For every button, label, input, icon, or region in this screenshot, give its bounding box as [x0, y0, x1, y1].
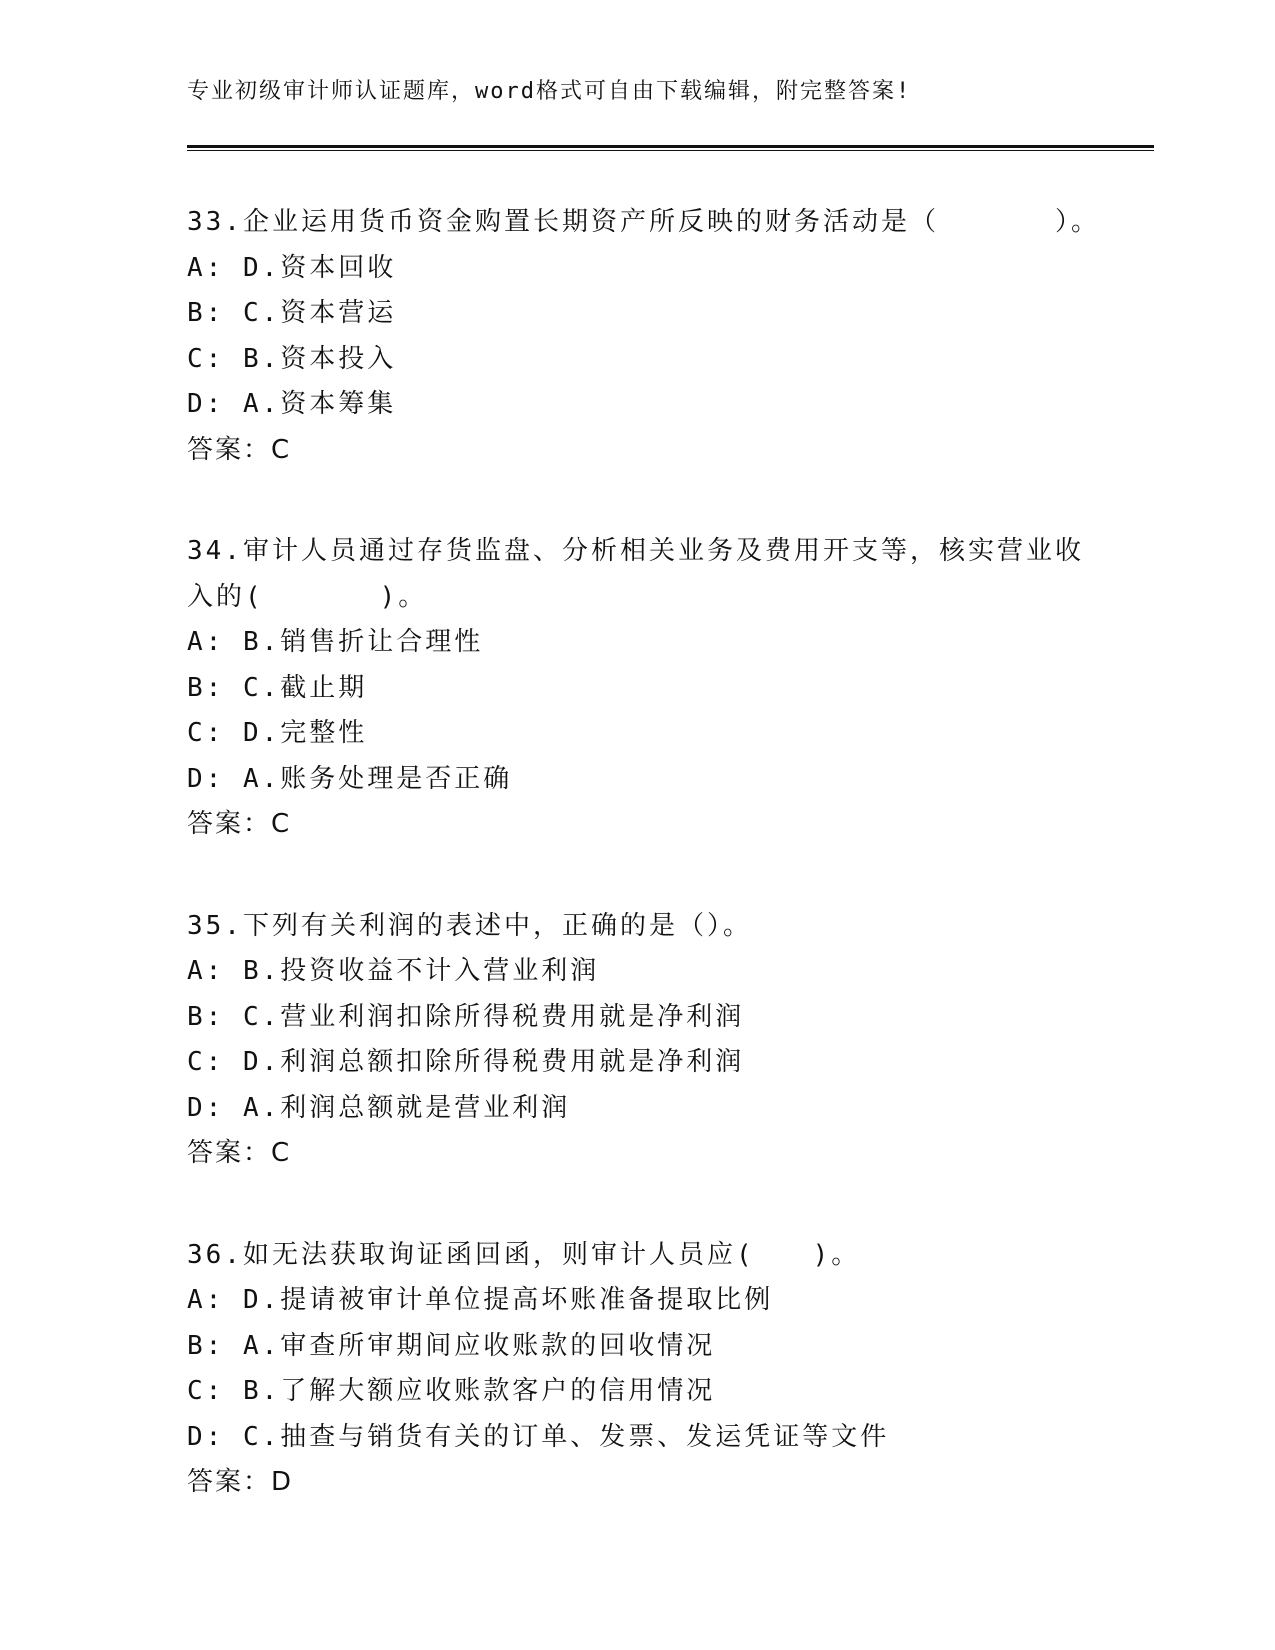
answer: 答案：C	[187, 1138, 292, 1168]
question-stem: 33.企业运用货币资金购置长期资产所反映的财务活动是（ ）。	[187, 207, 1100, 237]
header-divider	[187, 145, 1154, 151]
question-stem: 36.如无法获取询证函回函，则审计人员应( )。	[187, 1239, 861, 1270]
option-b: B: A.审查所审期间应收账款的回收情况	[187, 1330, 716, 1361]
option-a: A: D.提请被审计单位提高坏账准备提取比例	[187, 1285, 774, 1315]
option-b: B: C.截止期	[187, 672, 368, 703]
question-list	[187, 200, 1100, 1562]
option-b: B: C.资本营运	[187, 298, 397, 328]
option-d: D: A.利润总额就是营业利润	[187, 1092, 571, 1123]
option-c: C: D.利润总额扣除所得税费用就是净利润	[187, 1047, 745, 1077]
question-stem: 34.审计人员通过存货监盘、分析相关业务及费用开支等，核实营业收	[187, 536, 1084, 566]
option-d: D: C.抽查与销货有关的订单、发票、发运凭证等文件	[187, 1421, 890, 1452]
option-a: A: B.销售折让合理性	[187, 627, 484, 657]
option-a: A: B.投资收益不计入营业利润	[187, 956, 600, 986]
question-36	[187, 1233, 1087, 1506]
option-c: C: D.完整性	[187, 718, 368, 748]
option-c: C: B.了解大额应收账款客户的信用情况	[187, 1376, 716, 1406]
option-b: B: C.营业利润扣除所得税费用就是净利润	[187, 1001, 745, 1032]
answer: 答案：C	[187, 434, 292, 465]
answer: 答案：C	[187, 809, 292, 839]
question-33	[187, 200, 1100, 473]
question-stem: 35.下列有关利润的表述中，正确的是（）。	[187, 910, 752, 941]
answer: 答案：D	[187, 1467, 294, 1497]
question-34	[187, 529, 1087, 848]
option-a: A: D.资本回收	[187, 252, 397, 283]
page-header: 专业初级审计师认证题库，word格式可自由下载编辑，附完整答案!	[187, 79, 912, 104]
option-d: D: A.账务处理是否正确	[187, 763, 513, 794]
question-stem-continued: 入的( )。	[187, 581, 428, 612]
question-35	[187, 904, 1087, 1177]
option-d: D: A.资本筹集	[187, 389, 397, 419]
option-c: C: B.资本投入	[187, 343, 397, 374]
